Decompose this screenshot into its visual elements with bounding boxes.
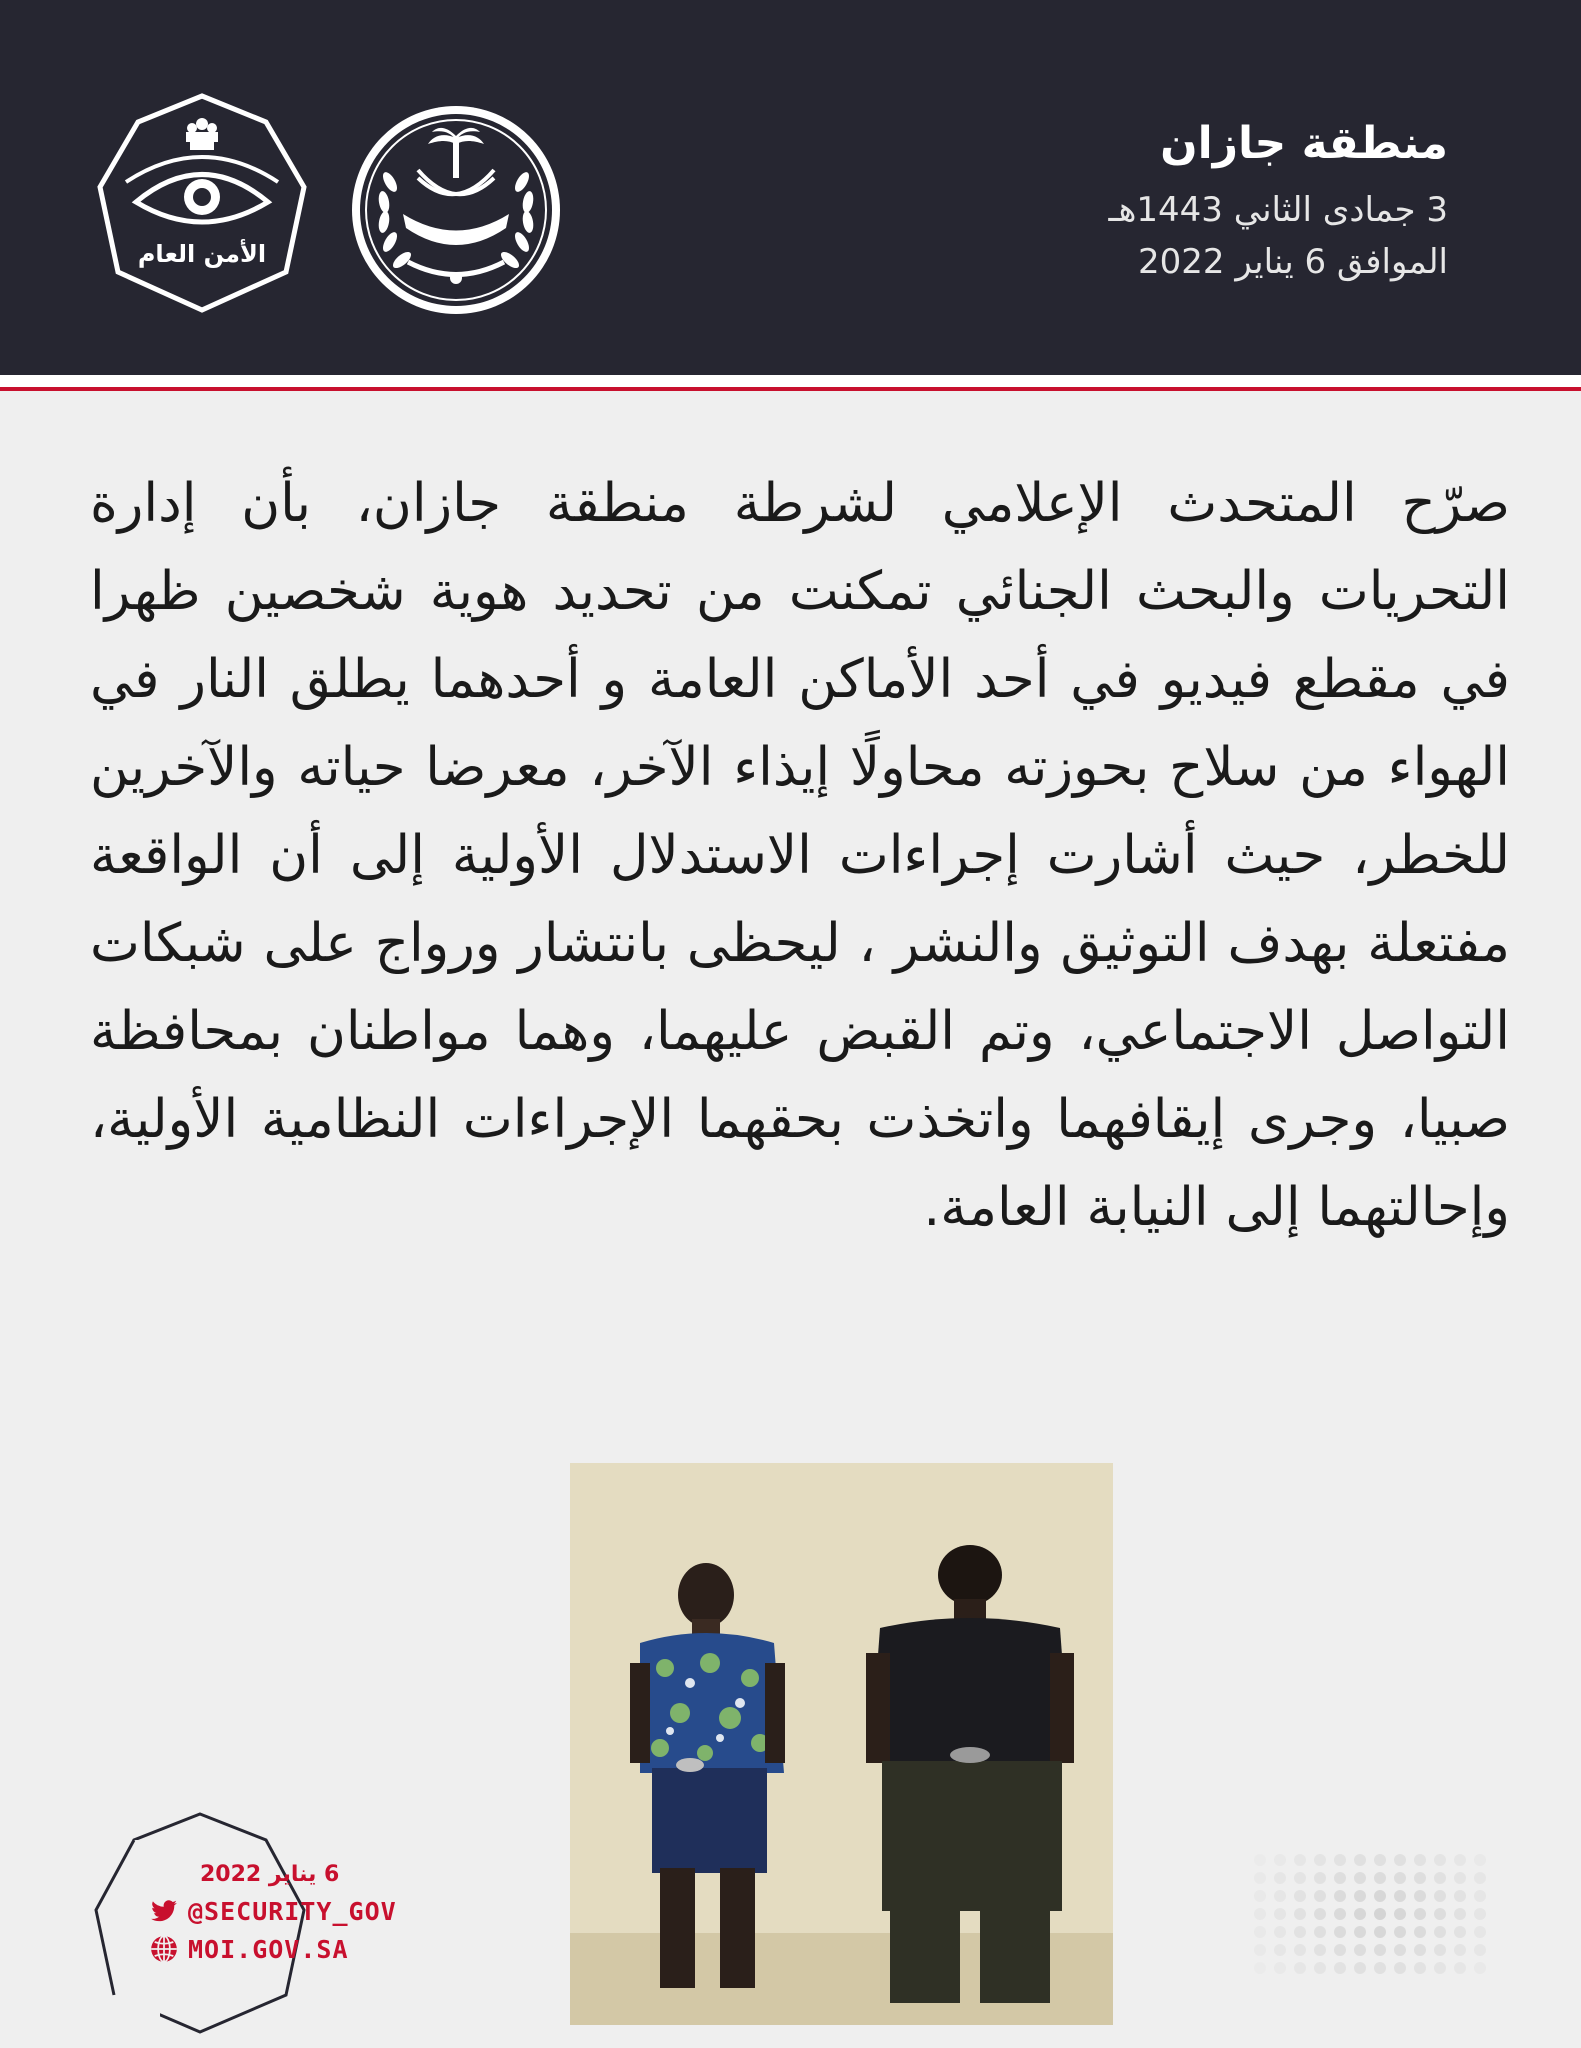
header-divider-white xyxy=(0,375,1581,387)
decorative-dot-pattern xyxy=(1250,1850,1500,1980)
twitter-icon xyxy=(150,1897,178,1925)
twitter-handle[interactable]: @SECURITY_GOV xyxy=(188,1896,397,1926)
website-row[interactable] xyxy=(150,1930,450,1968)
footer-date: 6 يناير 2022 xyxy=(200,1862,340,1887)
date-gregorian: الموافق 6 يناير 2022 xyxy=(1138,242,1448,282)
region-title: منطقة جازان xyxy=(1160,118,1448,169)
public-security-shield-icon xyxy=(96,92,308,314)
security-logo-text: الأمن العام xyxy=(137,240,267,268)
website-url[interactable]: MOI.GOV.SA xyxy=(188,1934,349,1964)
header-divider-red xyxy=(0,387,1581,391)
moi-emblem-icon xyxy=(348,102,564,318)
date-hijri: 3 جمادى الثاني 1443هـ xyxy=(1108,190,1448,230)
header-banner xyxy=(0,0,1581,375)
suspects-photo xyxy=(570,1463,1113,2025)
twitter-row[interactable] xyxy=(150,1892,450,1930)
globe-icon xyxy=(150,1935,178,1963)
statement-text: صرّح المتحدث الإعلامي لشرطة منطقة جازان، بأن إدارة التحريات والبحث الجنائي تمكنت من تحديد هوية شخصين ظهرا في مقطع فيديو في أحد الأماكن العامة و أحدهما يطلق النار في الهواء من سلاح بحوزته محاولًا إيذاء الآخر، معرضا حياته والآخرين للخطر، حيث أشارت إجراءات الاستدلال الأولية إلى أن الواقعة مفتعلة بهدف التوثيق والنشر ، ليحظى بانتشار ورواج على شبكات التواصل الاجتماعي، وتم القبض عليهما، وهما مواطنان بمحافظة صبيا، وجرى إيقافهما واتخذت بحقهما الإجراءات النظامية الأولية، وإحالتهما إلى النيابة العامة. xyxy=(90,473,1510,1238)
footer-contact xyxy=(150,1858,450,1968)
